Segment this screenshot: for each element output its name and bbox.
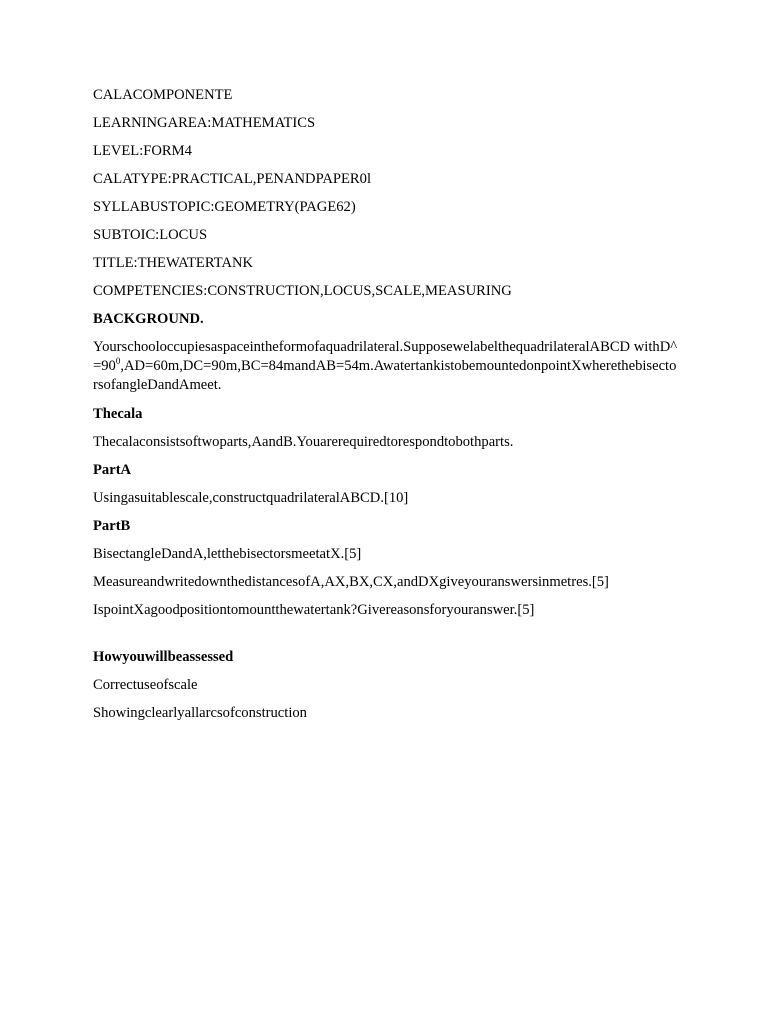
subtopic: SUBTOIC:LOCUS [93, 227, 208, 243]
assessment-criterion-2: Showingclearlyallarcsofconstruction [93, 705, 307, 721]
document-page [93, 86, 678, 732]
background-text-end: ,AD=60m,DC=90m,BC=84mandAB=54m.AwatertankistobemountedonpointXwherethebisectorsofangleDandAmeet. [93, 358, 677, 393]
component-label: CALACOMPONENTE [93, 87, 233, 103]
part-b-task-1: BisectangleDandA,letthebisectorsmeetatX.[5] [93, 546, 362, 562]
background-text-start: Yourschooloccupiesaspaceintheformofaquadrilateral.SupposewelabelthequadrilateralABCD withD^=90 [93, 339, 678, 374]
the-cala-heading: Thecala [93, 406, 143, 422]
competencies: COMPETENCIES:CONSTRUCTION,LOCUS,SCALE,MEASURING [93, 283, 512, 299]
the-cala-text: Thecalaconsistsoftwoparts,AandB.Youarerequiredtorespondtobothparts. [93, 434, 514, 450]
learning-area: LEARNINGAREA:MATHEMATICS [93, 115, 316, 131]
part-a-heading: PartA [93, 462, 132, 478]
part-a-task: Usingasuitablescale,constructquadrilateralABCD.[10] [93, 490, 409, 506]
part-b-heading: PartB [93, 518, 131, 534]
assessment-heading: Howyouwillbeassessed [93, 649, 234, 665]
degree-superscript: 0 [115, 356, 121, 367]
cala-type: CALATYPE:PRACTICAL,PENANDPAPER0l [93, 171, 371, 187]
background-heading: BACKGROUND. [93, 311, 204, 327]
assessment-criterion-1: Correctuseofscale [93, 677, 198, 693]
background-text [93, 338, 678, 395]
syllabus-topic: SYLLABUSTOPIC:GEOMETRY(PAGE62) [93, 199, 356, 215]
title: TITLE:THEWATERTANK [93, 255, 254, 271]
level: LEVEL:FORM4 [93, 143, 192, 159]
part-b-task-3: IspointXagoodpositiontomountthewatertank?Givereasonsforyouranswer.[5] [93, 602, 535, 618]
blank-line [93, 629, 678, 648]
part-b-task-2: MeasureandwritedownthedistancesofA,AX,BX,CX,andDXgiveyouranswersinmetres.[5] [93, 574, 609, 590]
